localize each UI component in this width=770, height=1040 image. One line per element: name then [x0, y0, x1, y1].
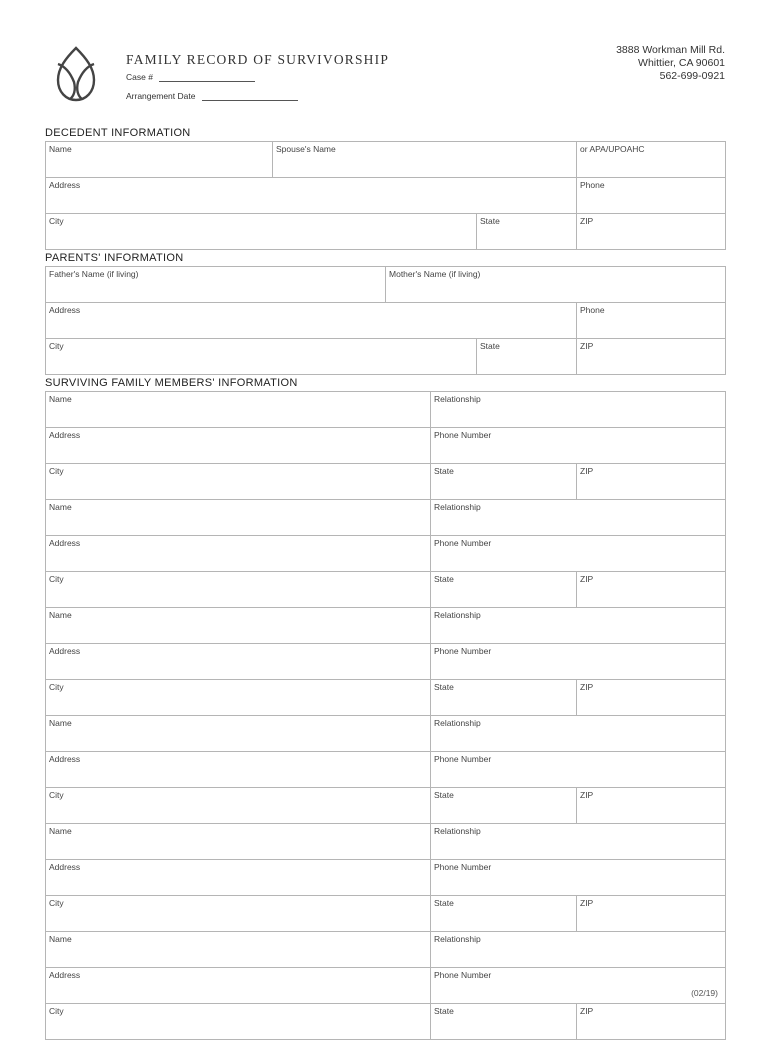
- parents-section-title: PARENTS' INFORMATION: [45, 252, 184, 264]
- revision-date: (02/19): [691, 988, 718, 998]
- decedent-apa-field[interactable]: or APA/UPOAHC: [577, 142, 726, 178]
- member-name-field[interactable]: Name: [46, 932, 431, 968]
- member-state-field[interactable]: State: [431, 680, 577, 716]
- member-state-field[interactable]: State: [431, 788, 577, 824]
- parents-zip-field[interactable]: ZIP: [577, 339, 726, 375]
- member-relationship-field[interactable]: Relationship: [431, 716, 726, 752]
- funeral-home-address: [616, 44, 725, 83]
- case-number-row: [126, 72, 255, 82]
- father-name-field[interactable]: Father's Name (if living): [46, 267, 386, 303]
- member-phone-field[interactable]: Phone Number: [431, 860, 726, 896]
- member-phone-field[interactable]: Phone Number: [431, 536, 726, 572]
- member-state-field[interactable]: State: [431, 572, 577, 608]
- document-title: FAMILY RECORD OF SURVIVORSHIP: [126, 52, 390, 67]
- member-name-field[interactable]: Name: [46, 716, 431, 752]
- member-phone-field[interactable]: Phone Number: [431, 752, 726, 788]
- decedent-name-field[interactable]: Name: [46, 142, 273, 178]
- member-city-field[interactable]: City: [46, 896, 431, 932]
- member-relationship-field[interactable]: Relationship: [431, 500, 726, 536]
- parents-city-field[interactable]: City: [46, 339, 477, 375]
- family-section-title: SURVIVING FAMILY MEMBERS' INFORMATION: [45, 377, 298, 389]
- address-line-1: 3888 Workman Mill Rd.: [616, 44, 725, 56]
- member-address-field[interactable]: Address: [46, 968, 431, 1004]
- decedent-state-field[interactable]: State: [477, 214, 577, 250]
- parents-phone-field[interactable]: Phone: [577, 303, 726, 339]
- member-relationship-field[interactable]: Relationship: [431, 824, 726, 860]
- member-zip-field[interactable]: ZIP: [577, 680, 726, 716]
- member-city-field[interactable]: City: [46, 788, 431, 824]
- member-name-field[interactable]: Name: [46, 608, 431, 644]
- member-city-field[interactable]: City: [46, 680, 431, 716]
- member-relationship-field[interactable]: Relationship: [431, 608, 726, 644]
- member-address-field[interactable]: Address: [46, 428, 431, 464]
- decedent-city-field[interactable]: City: [46, 214, 477, 250]
- member-city-field[interactable]: City: [46, 464, 431, 500]
- parents-table: [45, 266, 726, 375]
- decedent-spouse-field[interactable]: Spouse's Name: [273, 142, 577, 178]
- arrangement-date-label: Arrangement Date: [126, 91, 196, 101]
- member-relationship-field[interactable]: Relationship: [431, 932, 726, 968]
- case-number-field[interactable]: [159, 72, 255, 82]
- member-name-field[interactable]: Name: [46, 392, 431, 428]
- decedent-zip-field[interactable]: ZIP: [577, 214, 726, 250]
- member-address-field[interactable]: Address: [46, 860, 431, 896]
- member-zip-field[interactable]: ZIP: [577, 788, 726, 824]
- member-phone-field[interactable]: Phone Number: [431, 644, 726, 680]
- member-zip-field[interactable]: ZIP: [577, 896, 726, 932]
- address-phone: 562-699-0921: [659, 70, 725, 82]
- case-number-label: Case #: [126, 72, 153, 82]
- tulip-logo-icon: [50, 44, 102, 104]
- member-address-field[interactable]: Address: [46, 644, 431, 680]
- member-state-field[interactable]: State: [431, 464, 577, 500]
- member-name-field[interactable]: Name: [46, 824, 431, 860]
- decedent-phone-field[interactable]: Phone: [577, 178, 726, 214]
- decedent-table: [45, 141, 726, 250]
- member-zip-field[interactable]: ZIP: [577, 1004, 726, 1040]
- family-table: [45, 391, 726, 1040]
- decedent-section-title: DECEDENT INFORMATION: [45, 127, 191, 139]
- member-address-field[interactable]: Address: [46, 536, 431, 572]
- member-phone-field[interactable]: Phone Number: [431, 968, 726, 1004]
- mother-name-field[interactable]: Mother's Name (if living): [386, 267, 726, 303]
- decedent-address-field[interactable]: Address: [46, 178, 577, 214]
- member-relationship-field[interactable]: Relationship: [431, 392, 726, 428]
- member-name-field[interactable]: Name: [46, 500, 431, 536]
- member-state-field[interactable]: State: [431, 896, 577, 932]
- member-city-field[interactable]: City: [46, 1004, 431, 1040]
- parents-state-field[interactable]: State: [477, 339, 577, 375]
- parents-address-field[interactable]: Address: [46, 303, 577, 339]
- arrangement-date-row: [126, 91, 298, 101]
- member-address-field[interactable]: Address: [46, 752, 431, 788]
- address-line-2: Whittier, CA 90601: [638, 57, 725, 69]
- member-city-field[interactable]: City: [46, 572, 431, 608]
- arrangement-date-field[interactable]: [202, 91, 298, 101]
- member-state-field[interactable]: State: [431, 1004, 577, 1040]
- member-zip-field[interactable]: ZIP: [577, 464, 726, 500]
- member-zip-field[interactable]: ZIP: [577, 572, 726, 608]
- member-phone-field[interactable]: Phone Number: [431, 428, 726, 464]
